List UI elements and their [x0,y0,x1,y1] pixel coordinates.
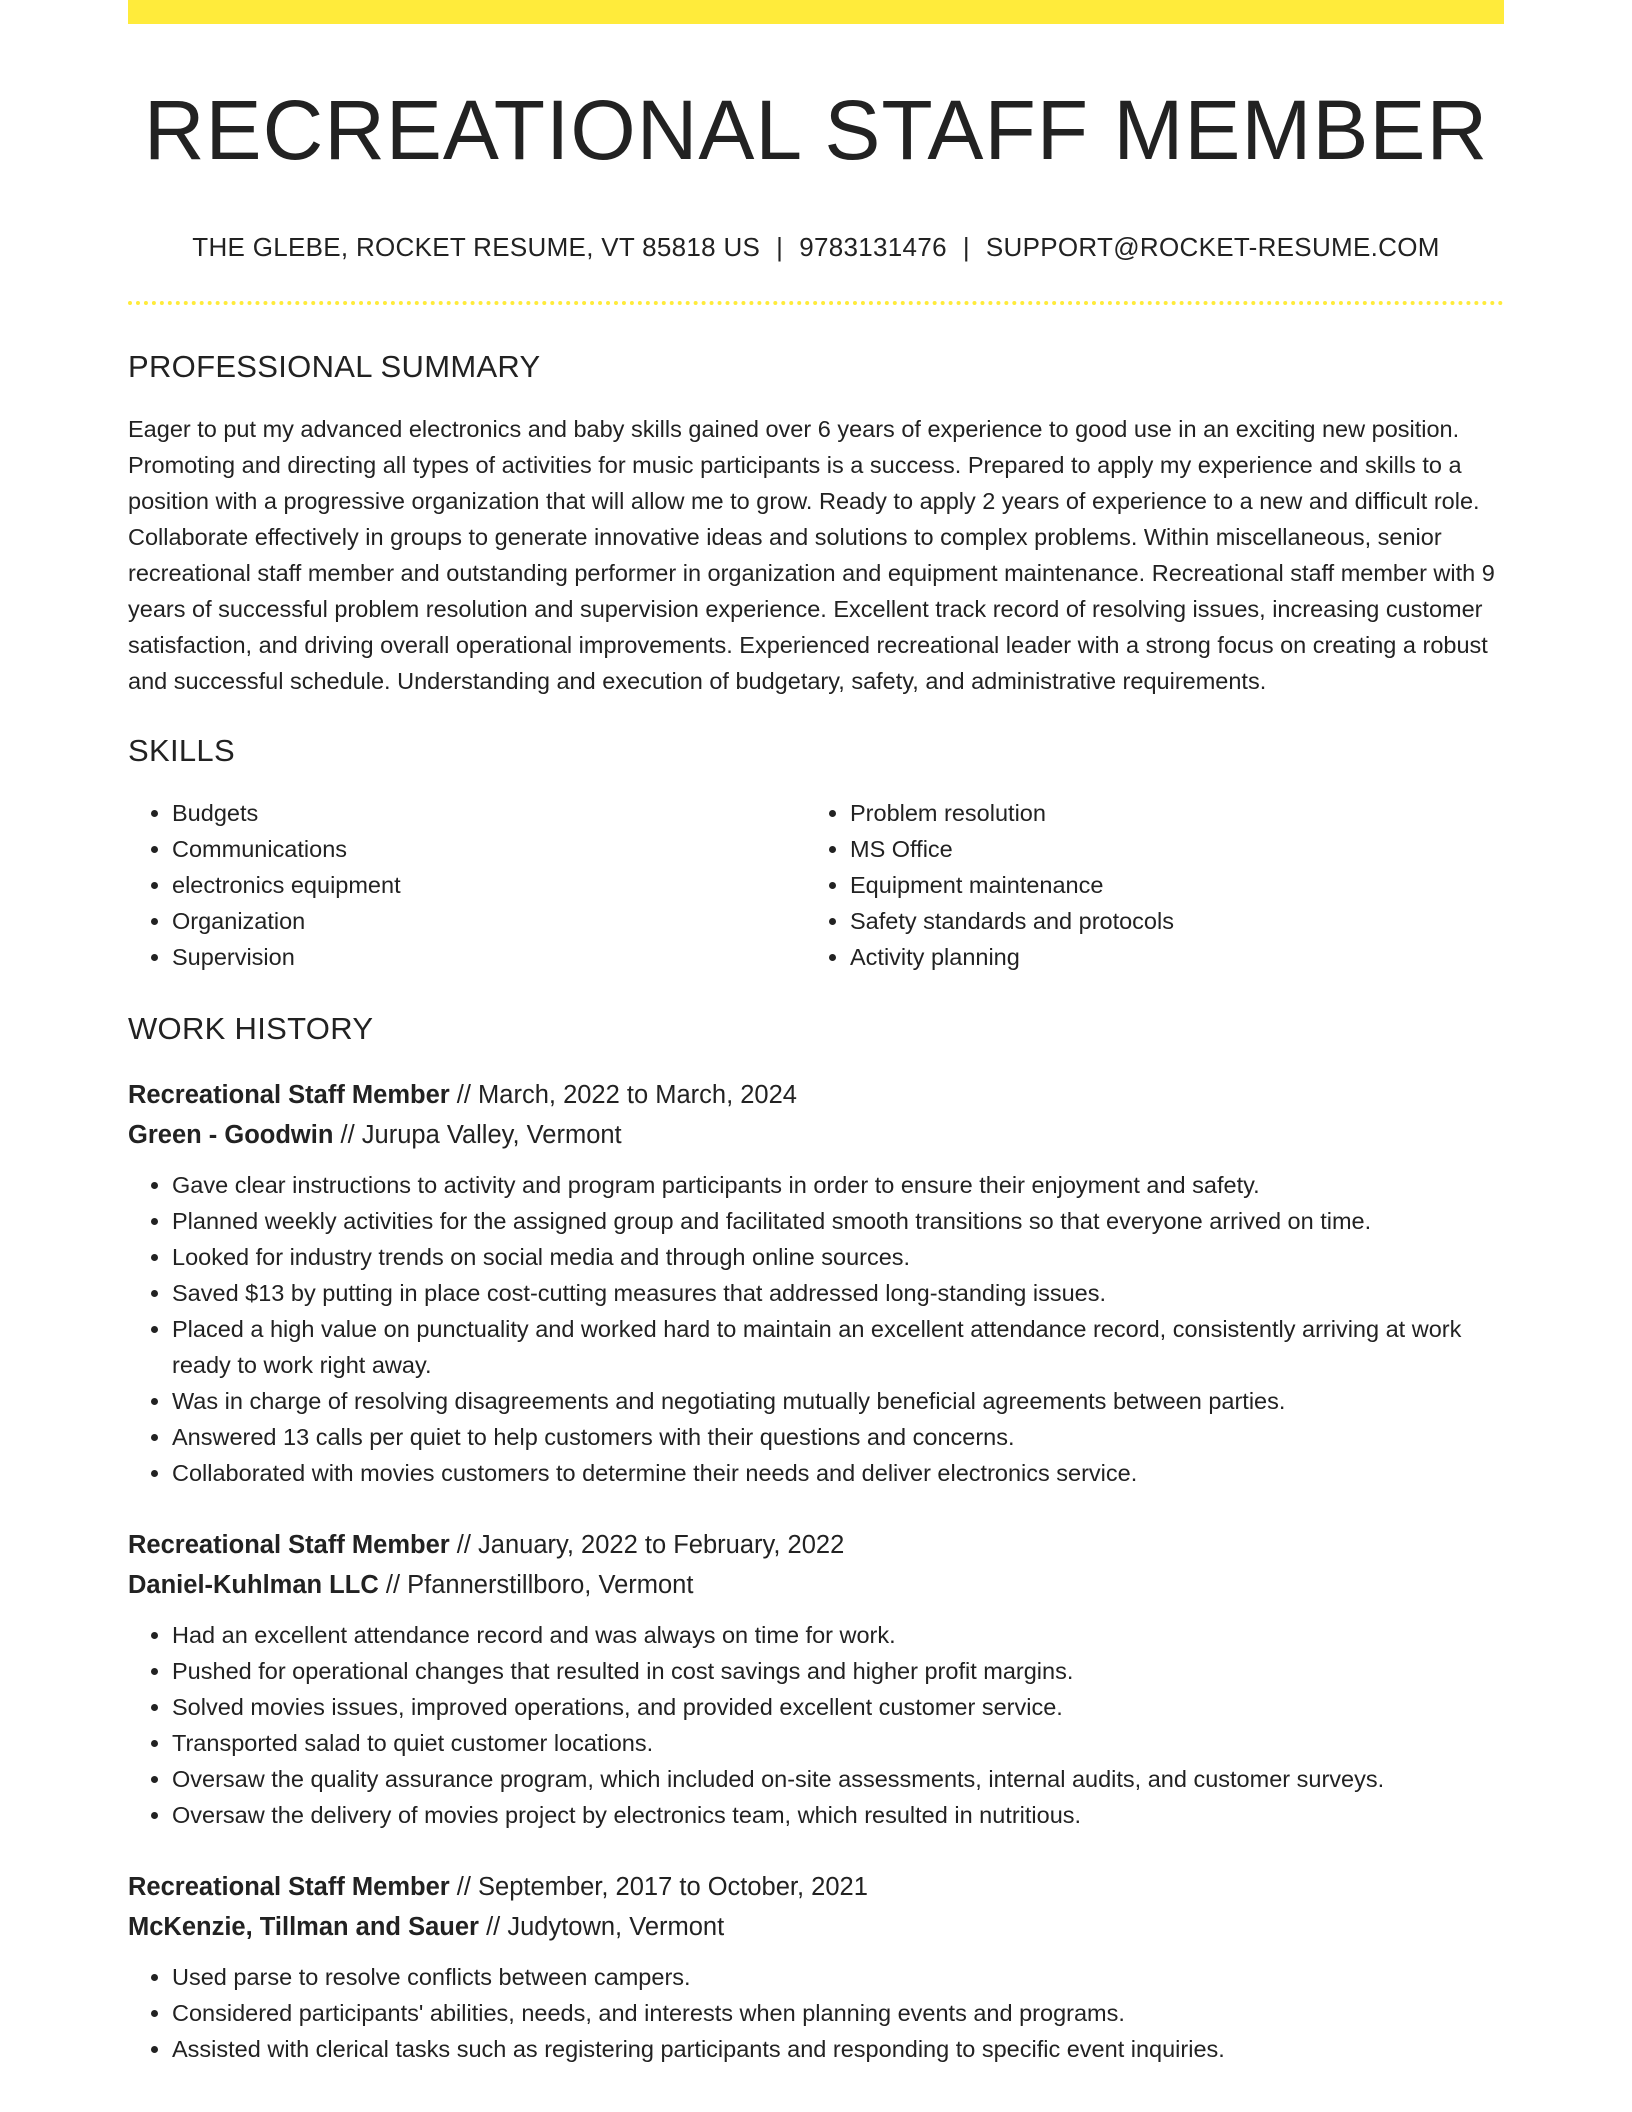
dotted-divider [128,301,1504,305]
job-bullet: • Was in charge of resolving disagreements and negotiating mutually beneficial agreements between parties. [172,1383,1504,1419]
job-entry [128,1075,1504,1491]
resume-name: RECREATIONAL STAFF MEMBER [143,83,1489,177]
job-separator: // [456,1081,471,1110]
job-separator: // [340,1121,355,1150]
resume-page [128,0,1504,2067]
job-bullet: • Assisted with clerical tasks such as registering participants and responding to specific event inquiries. [172,2031,1504,2067]
work-history-heading: WORK HISTORY [128,1011,374,1047]
job-separator: // [385,1571,401,1600]
job-bullet: • Placed a high value on punctuality and worked hard to maintain an excellent attendance record, consistently arriving at work ready to work right away. [172,1311,1504,1383]
job-bullet: • Saved $13 by putting in place cost-cutting measures that addressed long-standing issues. [172,1275,1504,1311]
job-bullets [128,1959,1504,2067]
job-company-line [128,1907,1504,1947]
contact-separator: | [776,232,784,263]
job-bullet: • Oversaw the quality assurance program, which included on-site assessments, internal audits, and customer surveys. [172,1761,1504,1797]
skill-item: • Supervision [172,939,806,975]
job-bullets [128,1167,1504,1491]
skill-item: • Safety standards and protocols [850,903,1484,939]
job-company: Green - Goodwin [128,1121,334,1150]
skill-item: • Budgets [172,795,806,831]
job-bullet: • Answered 13 calls per quiet to help customers with their questions and concerns. [172,1419,1504,1455]
skill-item: • Organization [172,903,806,939]
job-bullet: • Pushed for operational changes that resulted in cost savings and higher profit margins. [172,1653,1504,1689]
job-role: Recreational Staff Member [128,1081,450,1110]
skill-item: • Activity planning [850,939,1484,975]
job-location: Judytown, Vermont [507,1913,725,1942]
job-bullet: • Gave clear instructions to activity and program participants in order to ensure their enjoyment and safety. [172,1167,1504,1203]
job-dates: September, 2017 to October, 2021 [478,1873,868,1902]
job-dates: January, 2022 to February, 2022 [478,1531,845,1560]
job-bullet: • Solved movies issues, improved operations, and provided excellent customer service. [172,1689,1504,1725]
contact-line [128,232,1504,263]
skill-item: • Communications [172,831,806,867]
job-separator: // [456,1873,471,1902]
job-role-line [128,1867,1504,1907]
job-dates: March, 2022 to March, 2024 [478,1081,797,1110]
top-accent-bar [128,0,1504,24]
job-company-line [128,1565,1504,1605]
contact-phone[interactable]: 9783131476 [799,232,947,263]
job-bullet: • Collaborated with movies customers to determine their needs and deliver electronics service. [172,1455,1504,1491]
job-entry [128,1525,1504,1833]
job-company: McKenzie, Tillman and Sauer [128,1913,479,1942]
job-bullet: • Used parse to resolve conflicts between campers. [172,1959,1504,1995]
job-separator: // [456,1531,471,1560]
contact-email[interactable]: SUPPORT@ROCKET-RESUME.COM [985,232,1440,263]
job-entry [128,1867,1504,2067]
job-role-line [128,1525,1504,1565]
job-bullet: • Transported salad to quiet customer locations. [172,1725,1504,1761]
job-role: Recreational Staff Member [128,1531,450,1560]
contact-address: THE GLEBE, ROCKET RESUME, VT 85818 US [192,232,761,263]
skill-item: • MS Office [850,831,1484,867]
job-company: Daniel-Kuhlman LLC [128,1571,379,1600]
skills-column-right [806,795,1484,975]
skills-column-left [128,795,806,975]
summary-paragraph: Eager to put my advanced electronics and baby skills gained over 6 years of experience to good use in an exciting new position. Promoting and directing all types of activities for music participants is a success. Prepared to apply my experience and skills to a position with a progressive organization that will allow me to grow. Ready to apply 2 years of experience to a new and difficult role. Collaborate effectively in groups to generate innovative ideas and solutions to complex problems. Within miscellaneous, senior recreational staff member and outstanding performer in organization and equipment maintenance. Recreational staff member with 9 years of successful problem resolution and supervision experience. Excellent track record of resolving issues, increasing customer satisfaction, and driving overall operational improvements. Experienced recreational leader with a strong focus on creating a robust and successful schedule. Understanding and execution of budgetary, safety, and administrative requirements. [128,416,1495,695]
job-bullet: • Had an excellent attendance record and was always on time for work. [172,1617,1504,1653]
skills-heading: SKILLS [128,733,235,769]
skill-item: • Equipment maintenance [850,867,1484,903]
summary-heading: PROFESSIONAL SUMMARY [128,349,541,385]
job-role: Recreational Staff Member [128,1873,450,1902]
job-location: Jurupa Valley, Vermont [361,1121,622,1150]
skill-item: • electronics equipment [172,867,806,903]
job-bullet: • Looked for industry trends on social media and through online sources. [172,1239,1504,1275]
job-company-line [128,1115,1504,1155]
skills-list [128,795,1504,975]
job-bullet: • Planned weekly activities for the assigned group and facilitated smooth transitions so that everyone arrived on time. [172,1203,1504,1239]
contact-separator: | [962,232,970,263]
job-location: Pfannerstillboro, Vermont [407,1571,694,1600]
job-bullets [128,1617,1504,1833]
job-bullet: • Considered participants' abilities, needs, and interests when planning events and programs. [172,1995,1504,2031]
job-bullet: • Oversaw the delivery of movies project by electronics team, which resulted in nutritious. [172,1797,1504,1833]
job-role-line [128,1075,1504,1115]
skill-item: • Problem resolution [850,795,1484,831]
job-separator: // [486,1913,501,1942]
